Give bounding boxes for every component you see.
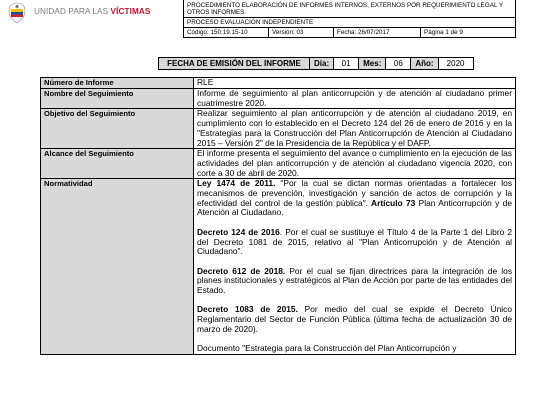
row-objetivo-seguimiento bbox=[41, 109, 516, 149]
articulo-73-title: Artículo 73 bbox=[368, 197, 416, 208]
documento-estrategia-paragraph: Documento "Estrategia para la Construcción del Plan Anticorrupción y bbox=[197, 343, 457, 354]
decreto-124-text: . Por el cual se sustituye el Título 4 de la Parte 1 del Libro 2 del Decreto 1081 de 2015, relativo al "Plan Anticorrupción y de Atención al Ciudadano". bbox=[197, 226, 512, 257]
decreto-1083-title: Decreto 1083 de 2015. bbox=[197, 304, 298, 315]
report-details-table bbox=[40, 77, 516, 355]
alcance-seguimiento-value: El informe presenta el seguimiento del avance o cumplimiento en la ejecución de las actividades del plan anticorrupción y de atención al ciudadano vigencia 2020, con corte a 30 de abril de 2020. bbox=[194, 149, 516, 179]
year-label: Año: bbox=[411, 58, 438, 70]
row-nombre-seguimiento bbox=[41, 89, 516, 109]
month-value: 06 bbox=[386, 58, 411, 70]
articulo-73-text: Plan Anticorrupción y de Atención al Ciudadano. bbox=[197, 197, 512, 218]
unidad-victimas-logo bbox=[8, 2, 178, 24]
ley-1474-title: Ley 1474 de 2011. bbox=[197, 178, 276, 189]
ley-1474-paragraph bbox=[197, 179, 512, 218]
normatividad-label: Normatividad bbox=[41, 179, 194, 355]
emission-label: FECHA DE EMISIÓN DEL INFORME bbox=[159, 58, 310, 70]
colombia-emblem-icon bbox=[8, 2, 26, 24]
normatividad-value bbox=[194, 179, 516, 355]
process-name: PROCESO EVALUACIÓN INDEPENDIENTE bbox=[184, 18, 516, 28]
decreto-1083-text: Por medio del cual se expide el Decreto Único Reglamentario del Sector de Función Pública (última fecha de actualización 30 de marzo de 2020). bbox=[197, 304, 512, 334]
decreto-612-title: Decreto 612 de 2018. bbox=[197, 265, 286, 276]
document-code: Código: 150.19.15-10 bbox=[184, 28, 269, 38]
emission-date-table bbox=[158, 57, 474, 70]
decreto-1083-paragraph bbox=[197, 305, 512, 334]
numero-informe-label: Número de Informe bbox=[41, 78, 194, 89]
month-label: Mes: bbox=[359, 58, 386, 70]
year-value: 2020 bbox=[438, 58, 473, 70]
document-version: Versión: 03 bbox=[269, 28, 334, 38]
logo-text-bold: VÍCTIMAS bbox=[110, 7, 151, 16]
row-numero-informe bbox=[41, 78, 516, 89]
ley-1474-text: "Por la cual se dictan normas orientadas a fortalecer los mecanismos de prevención, investigación y sanción de actos de corrupción y la efectividad del control de la gestión pública". bbox=[197, 178, 513, 208]
alcance-seguimiento-label: Alcance del Seguimiento bbox=[41, 149, 194, 179]
logo-text bbox=[34, 7, 150, 16]
decreto-124-title: Decreto 124 de 2016 bbox=[197, 226, 280, 237]
document-date: Fecha: 26/07/2017 bbox=[334, 28, 421, 38]
document-title: PROCEDIMIENTO ELABORACIÓN DE INFORMES INTERNOS, EXTERNOS POR REQUERIMIENTO LEGAL Y OTROS INFORMES. bbox=[184, 0, 516, 18]
header-info-table bbox=[183, 0, 516, 38]
day-value: 01 bbox=[334, 58, 359, 70]
decreto-612-paragraph bbox=[197, 267, 512, 296]
page-number: Página 1 de 9 bbox=[421, 28, 516, 38]
row-normatividad bbox=[41, 179, 516, 355]
objetivo-seguimiento-label: Objetivo del Seguimiento bbox=[41, 109, 194, 149]
decreto-124-paragraph bbox=[197, 228, 512, 257]
day-label: Día: bbox=[310, 58, 334, 70]
numero-informe-value: RLE bbox=[194, 78, 516, 89]
logo-text-light: UNIDAD PARA LAS bbox=[34, 7, 109, 16]
row-alcance-seguimiento bbox=[41, 149, 516, 179]
nombre-seguimiento-label: Nombre del Seguimiento bbox=[41, 89, 194, 109]
nombre-seguimiento-value: Informe de seguimiento al plan anticorrupción y de atención al ciudadano primer cuatrimestre 2020. bbox=[194, 89, 516, 109]
document-header bbox=[0, 0, 560, 44]
decreto-612-text: Por el cual se fijan directrices para la integración de los planes institucionales y estratégicos al Plan de Acción por parte de las entidades del Estado. bbox=[197, 265, 513, 296]
objetivo-seguimiento-value: Realizar seguimiento al plan anticorrupción y de atención al ciudadano 2019, en cumplimiento con lo establecido en el Decreto 124 del 26 de enero de 2016 y en la "Estrategias para la Construcción del Plan Anticorrupción de Atención al Ciudadano 2015 – Versión 2" de la Presidencia de la República y el DAFP. bbox=[194, 109, 516, 149]
